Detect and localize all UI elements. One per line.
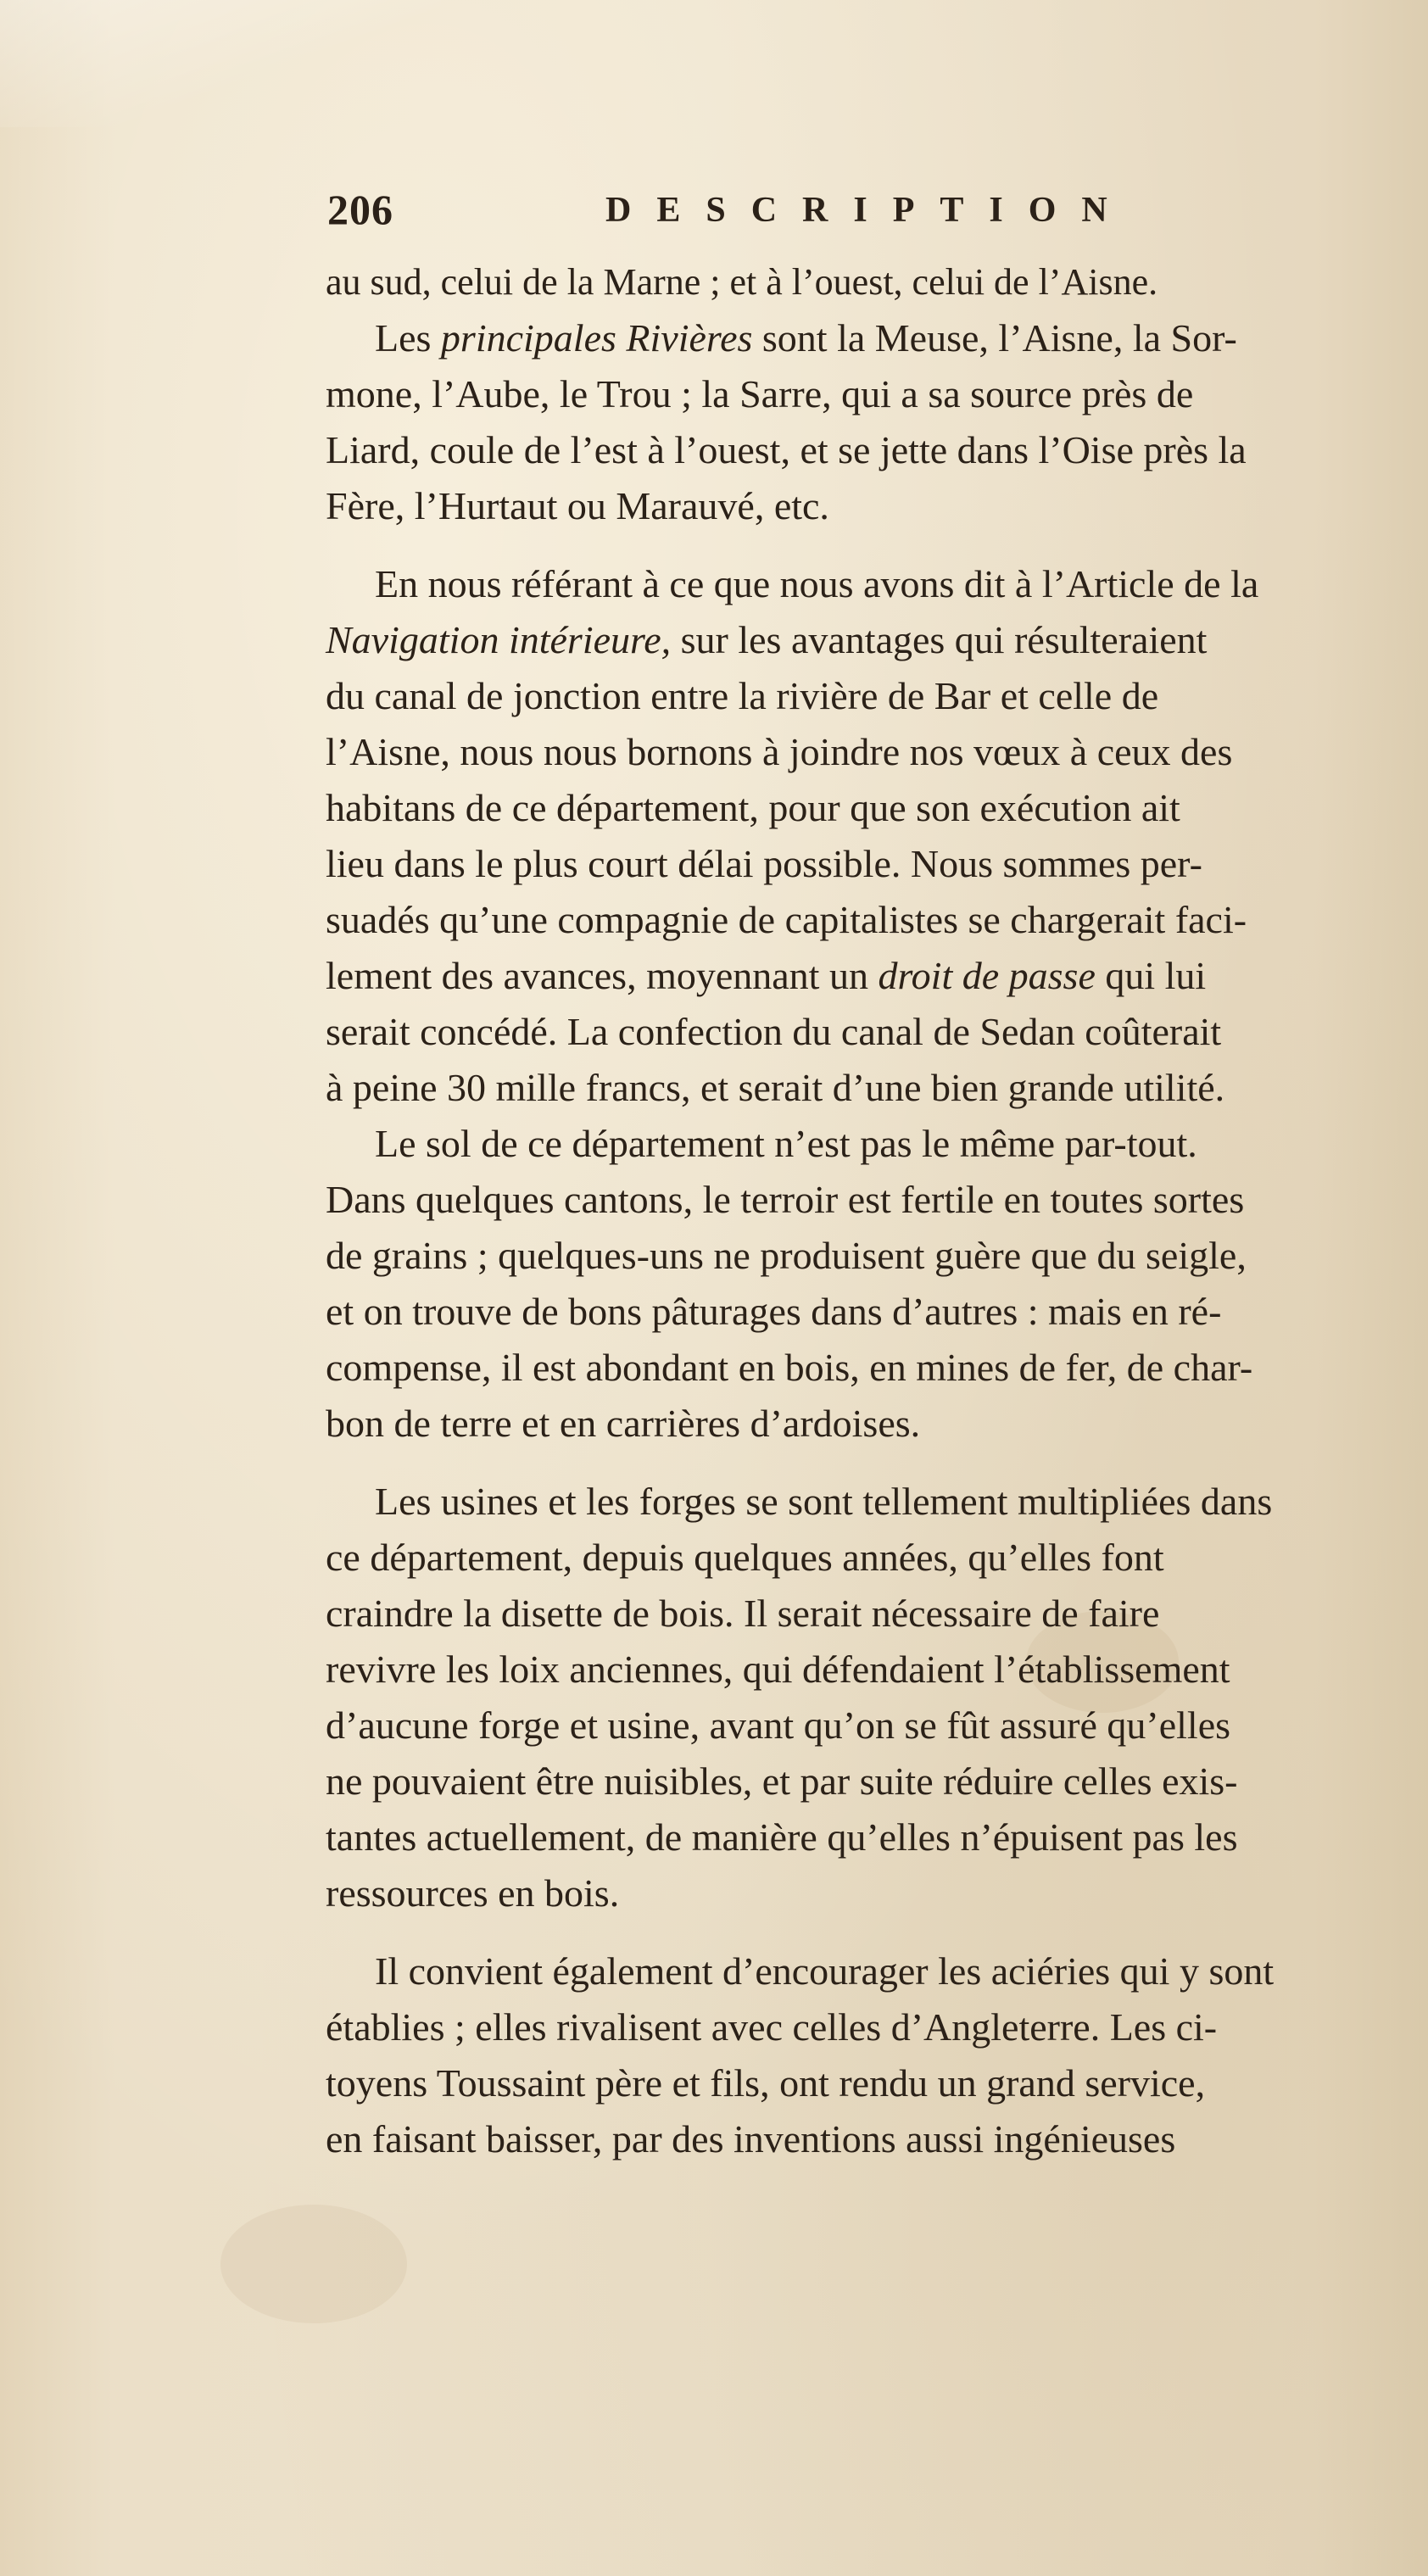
page-header: [327, 185, 1192, 244]
text-line: ne pouvaient être nuisibles, et par suite réduire celles exis-: [326, 1759, 1238, 1803]
text-line: mone, l’Aube, le Trou ; la Sarre, qui a sa source près de: [326, 372, 1194, 415]
text-line: [326, 612, 1397, 668]
text-line: Les usines et les forges se sont tellement multipliées dans: [375, 1480, 1273, 1523]
text-line: serait concédé. La confection du canal de Sedan coûterait: [326, 1010, 1222, 1053]
text-line: revivre les loix anciennes, qui défendaient l’établissement: [326, 1648, 1230, 1691]
page-fold-shading: [0, 0, 441, 127]
text-line: Dans quelques cantons, le terroir est fertile en toutes sortes: [326, 1178, 1245, 1221]
italic-text: droit de passe: [878, 954, 1096, 997]
text-line: Fère, l’Hurtaut ou Marauvé, etc.: [326, 484, 829, 527]
text-line: bon de terre et en carrières d’ardoises.: [326, 1402, 921, 1445]
text-line: habitans de ce département, pour que son exécution ait: [326, 786, 1180, 829]
text-line: et on trouve de bons pâturages dans d’autres : mais en ré-: [326, 1290, 1222, 1333]
text-line: lieu dans le plus court délai possible. Nous sommes per-: [326, 842, 1202, 885]
text-line: ce département, depuis quelques années, qu’elles font: [326, 1536, 1164, 1579]
running-title: DESCRIPTION: [605, 191, 1133, 230]
italic-text: principales Rivières: [440, 316, 753, 360]
text-line: toyens Toussaint père et fils, ont rendu un grand service,: [326, 2061, 1206, 2105]
plain-text: lement des avances, moyennant un: [326, 954, 879, 997]
italic-text: Navigation intérieure,: [326, 618, 672, 661]
text-line: [326, 310, 1397, 366]
text-line: suadés qu’une compagnie de capitalistes se chargerait faci-: [326, 898, 1247, 941]
text-line: craindre la disette de bois. Il serait nécessaire de faire: [326, 1592, 1160, 1635]
text-line: l’Aisne, nous nous bornons à joindre nos vœux à ceux des: [326, 730, 1233, 773]
plain-text: qui lui: [1095, 954, 1207, 997]
text-line: à peine 30 mille francs, et serait d’une bien grande utilité.: [326, 1066, 1225, 1109]
text-line: au sud, celui de la Marne ; et à l’ouest, celui de l’Aisne.: [326, 261, 1158, 303]
plain-text: sur les avantages qui résulteraient: [671, 618, 1208, 661]
text-line: établies ; elles rivalisent avec celles d’Angleterre. Les ci-: [326, 2005, 1218, 2049]
text-line: [326, 948, 1397, 1004]
plain-text: sont la Meuse, l’Aisne, la Sor-: [752, 316, 1237, 360]
text-line: Le sol de ce département n’est pas le même par-tout.: [375, 1122, 1197, 1165]
plain-text: Les: [375, 316, 441, 360]
text-line: tantes actuellement, de manière qu’elles n’épuisent pas les: [326, 1815, 1238, 1859]
text-line: compense, il est abondant en bois, en mines de fer, de char-: [326, 1346, 1253, 1389]
text-line: du canal de jonction entre la rivière de Bar et celle de: [326, 674, 1159, 717]
text-line: de grains ; quelques-uns ne produisent guère que du seigle,: [326, 1234, 1247, 1277]
text-line: d’aucune forge et usine, avant qu’on se fût assuré qu’elles: [326, 1703, 1231, 1747]
text-line: En nous référant à ce que nous avons dit à l’Article de la: [375, 562, 1259, 605]
page-number: 206: [327, 186, 393, 233]
text-line: en faisant baisser, par des inventions aussi ingénieuses: [326, 2117, 1176, 2161]
text-line: Il convient également d’encourager les aciéries qui y sont: [375, 1949, 1275, 1993]
text-line: Liard, coule de l’est à l’ouest, et se jette dans l’Oise près la: [326, 428, 1247, 471]
paper-stain: [220, 2205, 407, 2323]
text-line: ressources en bois.: [326, 1871, 620, 1915]
body-text: [326, 254, 1397, 2167]
